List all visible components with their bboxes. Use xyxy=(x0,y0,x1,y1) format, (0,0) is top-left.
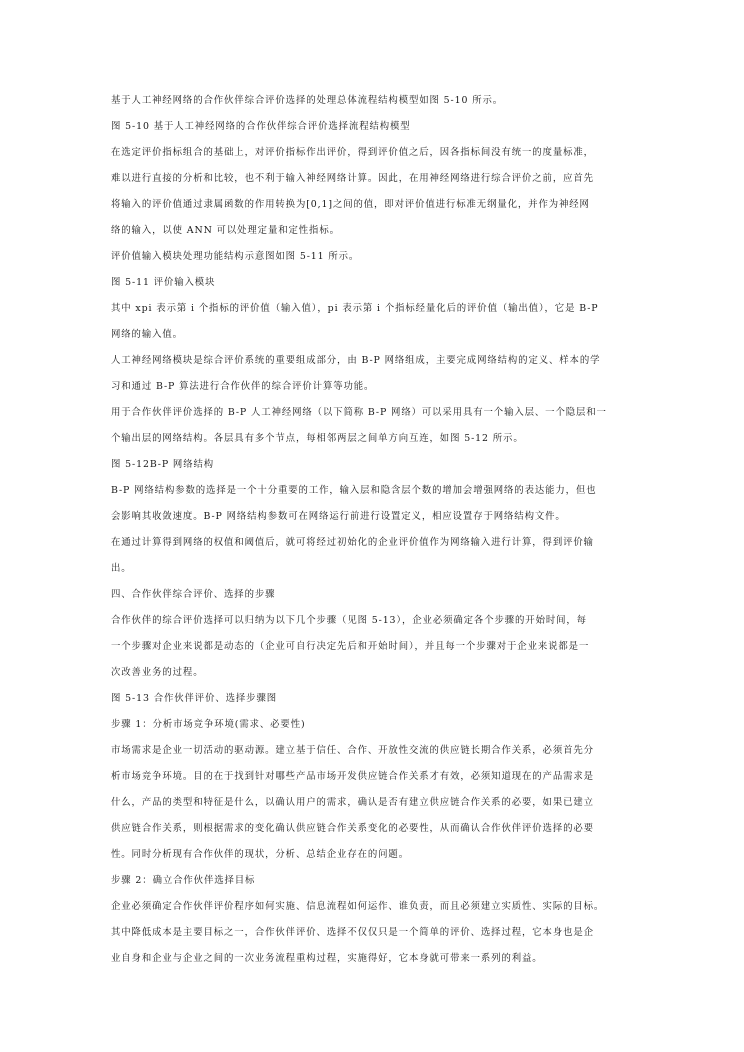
text-line: 一个步骤对企业来说都是动态的（企业可自行决定先后和开始时间），并且每一个步骤对于企业来说都是一 xyxy=(111,641,590,652)
paragraph xyxy=(111,88,639,114)
text-line: 会影响其收敛速度。B-P 网络结构参数可在网络运行前进行设置定义，相应设置存于网络结构文件。 xyxy=(111,511,566,522)
text-line: 市场需求是企业一切活动的驱动源。建立基于信任、合作、开放性交流的供应链长期合作关系，必须首先分 xyxy=(111,745,594,756)
text-line: 析市场竞争环境。目的在于找到针对哪些产品市场开发供应链合作关系才有效，必须知道现在的产品需求是 xyxy=(111,771,594,782)
text-line: 四、合作伙伴综合评价、选择的步骤 xyxy=(111,589,276,600)
text-line: 出。 xyxy=(111,563,132,574)
paragraph xyxy=(111,530,639,582)
text-line: 在选定评价指标组合的基础上，对评价指标作出评价，得到评价值之后，因各指标间没有统一的度量标准， xyxy=(111,147,594,158)
text-line: 其中降低成本是主要目标之一，合作伙伴评价、选择不仅仅只是一个简单的评价、选择过程，它本身也是企 xyxy=(111,927,594,938)
text-line: 什么，产品的类型和特征是什么，以确认用户的需求，确认是否有建立供应链合作关系的必要，如果已建立 xyxy=(111,797,594,808)
paragraph xyxy=(111,868,639,894)
paragraph xyxy=(111,114,639,140)
text-line: 用于合作伙伴评价选择的 B-P 人工神经网络（以下简称 B-P 网络）可以采用具有一个输入层、一个隐层和一 xyxy=(111,407,607,418)
text-line: 供应链合作关系，则根据需求的变化确认供应链合作关系变化的必要性，从而确认合作伙伴评价选择的必要 xyxy=(111,823,594,834)
text-line: 在通过计算得到网络的权值和阈值后，就可将经过初始化的企业评价值作为网络输入进行计算，得到评价输 xyxy=(111,537,594,548)
text-line: 将输入的评价值通过隶属函数的作用转换为[0,1]之间的值，即对评价值进行标准无纲量化，并作为神经网 xyxy=(111,199,590,210)
document-page xyxy=(111,88,639,972)
paragraph xyxy=(111,686,639,712)
paragraph xyxy=(111,140,639,244)
text-line: 步骤 1：分析市场竞争环境(需求、必要性) xyxy=(111,719,306,730)
paragraph xyxy=(111,582,639,608)
text-line: 企业必须确定合作伙伴评价程序如何实施、信息流程如何运作、谁负责，而且必须建立实质性、实际的目标。 xyxy=(111,901,605,912)
text-line: 业自身和企业与企业之间的一次业务流程重构过程，实施得好，它本身就可带来一系列的利益。 xyxy=(111,953,543,964)
paragraph xyxy=(111,452,639,478)
text-line: 网络的输入值。 xyxy=(111,329,183,340)
paragraph xyxy=(111,348,639,400)
text-line: 图 5-13 合作伙伴评价、选择步骤图 xyxy=(111,693,277,704)
text-line: 性。同时分析现有合作伙伴的现状，分析、总结企业存在的问题。 xyxy=(111,849,409,860)
paragraph xyxy=(111,244,639,270)
paragraph xyxy=(111,296,639,348)
text-line: 步骤 2：确立合作伙伴选择目标 xyxy=(111,875,256,886)
text-line: 合作伙伴的综合评价选择可以归纳为以下几个步骤（见图 5-13），企业必须确定各个步骤的开始时间，每 xyxy=(111,615,587,626)
paragraph xyxy=(111,894,639,972)
paragraph xyxy=(111,478,639,530)
text-line: 其中 xpi 表示第 i 个指标的评价值（输入值），pi 表示第 i 个指标经量化后的评价值（输出值），它是 B-P xyxy=(111,303,599,314)
paragraph xyxy=(111,738,639,868)
text-line: 络的输入，以使 ANN 可以处理定量和定性指标。 xyxy=(111,225,340,236)
paragraph xyxy=(111,712,639,738)
text-line: 图 5-12B-P 网络结构 xyxy=(111,459,215,470)
paragraph xyxy=(111,270,639,296)
text-line: 图 5-10 基于人工神经网络的合作伙伴综合评价选择流程结构模型 xyxy=(111,121,411,132)
text-line: 个输出层的网络结构。各层具有多个节点，每相邻两层之间单方向互连，如图 5-12 所示。 xyxy=(111,433,524,444)
text-line: 基于人工神经网络的合作伙伴综合评价选择的处理总体流程结构模型如图 5-10 所示。 xyxy=(111,95,504,106)
text-line: 评价值输入模块处理功能结构示意图如图 5-11 所示。 xyxy=(111,251,360,262)
text-line: 次改善业务的过程。 xyxy=(111,667,204,678)
text-line: 难以进行直接的分析和比较，也不利于输入神经网络计算。因此，在用神经网络进行综合评价之前，应首先 xyxy=(111,173,594,184)
text-line: 习和通过 B-P 算法进行合作伙伴的综合评价计算等功能。 xyxy=(111,381,375,392)
text-line: 人工神经网络模块是综合评价系统的重要组成部分，由 B-P 网络组成，主要完成网络结构的定义、样本的学 xyxy=(111,355,601,366)
text-line: B-P 网络结构参数的选择是一个十分重要的工作，输入层和隐含层个数的增加会增强网络的表达能力，但也 xyxy=(111,485,597,496)
paragraph xyxy=(111,608,639,686)
text-line: 图 5-11 评价输入模块 xyxy=(111,277,216,288)
paragraph xyxy=(111,400,639,452)
